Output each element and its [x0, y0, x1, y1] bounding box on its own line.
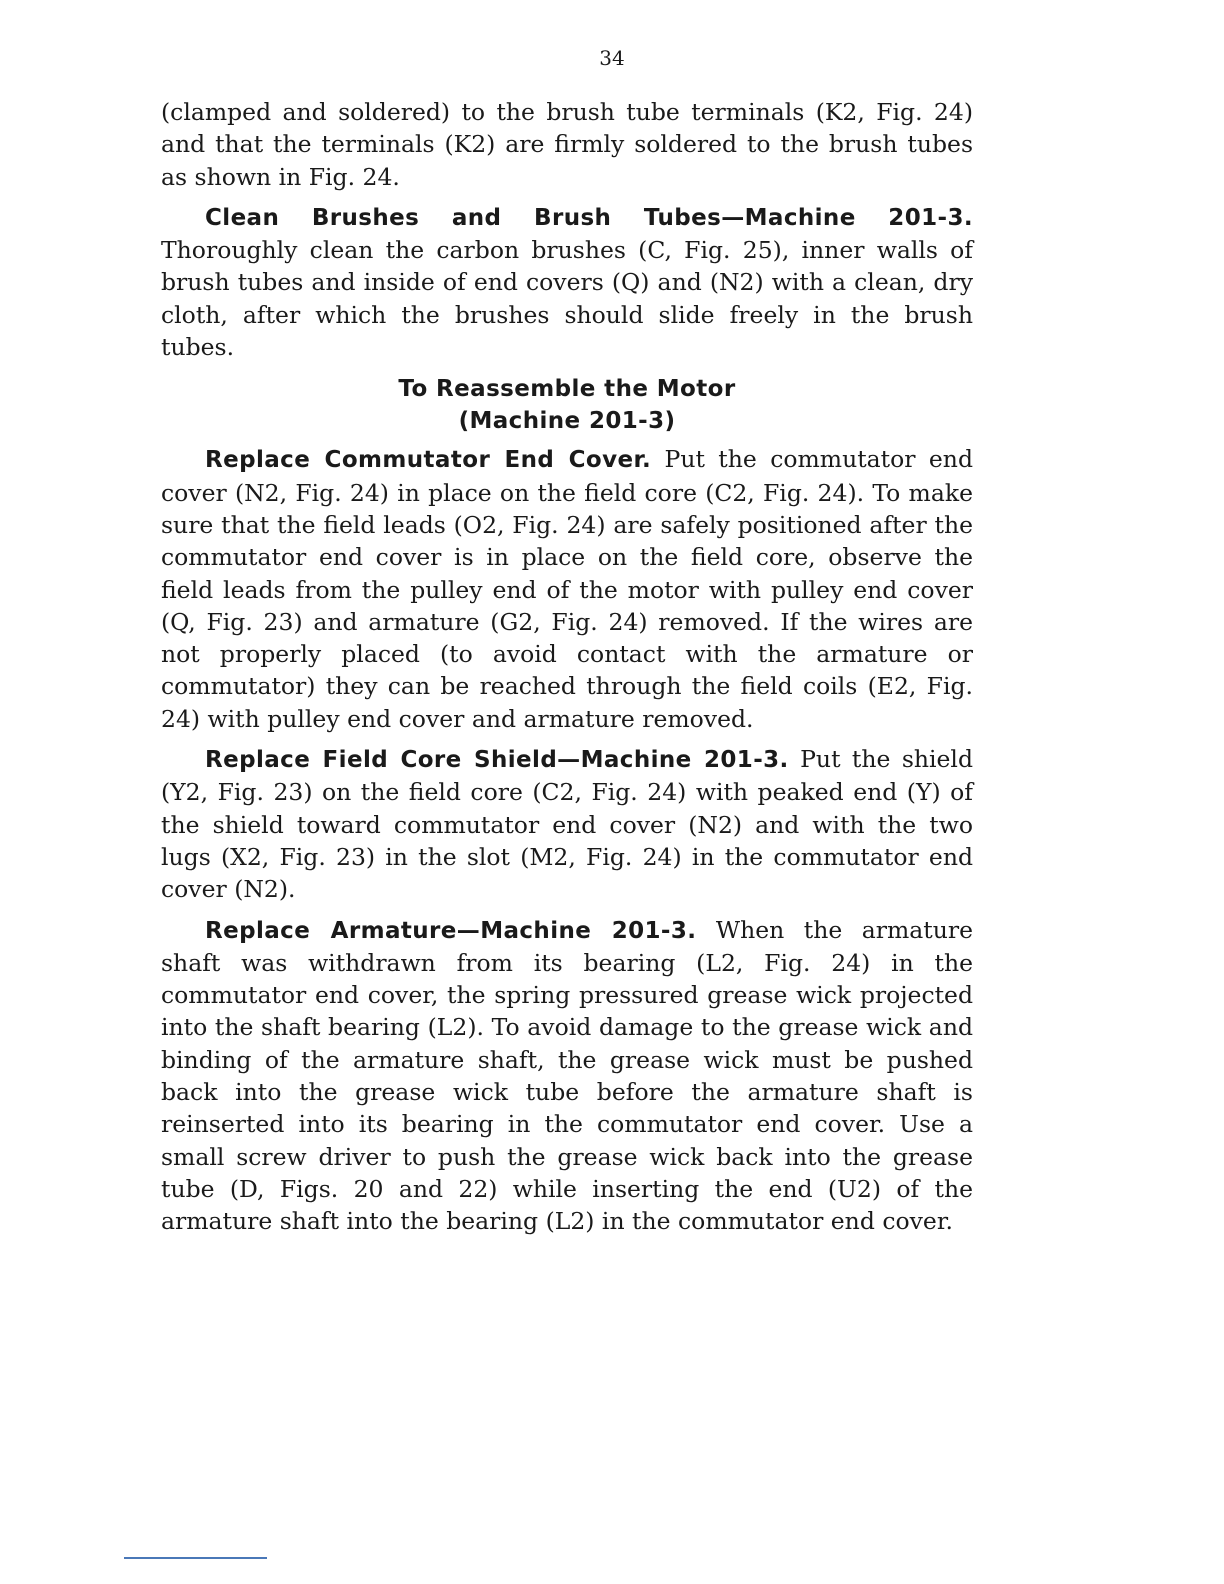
commutator-cover-paragraph	[161, 443, 973, 735]
armature-paragraph	[161, 914, 973, 1238]
section-title: To Reassemble the Motor	[398, 376, 736, 403]
commutator-cover-text: Put the commutator end cover (N2, Fig. 24) in place on the field core (C2, Fig. 24). To make sure that the field leads (O2, Fig. 24) are safely positioned after the commutator end cover is in place on the field core, observe the field leads from the pulley end of the motor with pulley end cover (Q, Fig. 23) and armature (G2, Fig. 24) removed. If the wires are not properly placed (to avoid contact with the armature or commutator) they can be reached through the field coils (E2, Fig. 24) with pulley end cover and armature removed.	[161, 445, 973, 733]
field-core-shield-paragraph	[161, 743, 973, 905]
field-core-shield-heading: Replace Field Core Shield—Machine 201-3.	[205, 747, 789, 774]
section-subtitle: (Machine 201-3)	[458, 408, 676, 435]
page-number: 34	[599, 46, 625, 70]
commutator-cover-heading: Replace Commutator End Cover.	[205, 447, 652, 474]
footnote-rule	[124, 1557, 267, 1559]
section-heading	[161, 373, 973, 437]
clean-brushes-heading: Clean Brushes and Brush Tubes—Machine 201-3.	[205, 204, 973, 231]
armature-text: When the armature shaft was withdrawn from its bearing (L2, Fig. 24) in the commutator end cover, the spring pressured grease wick projected into the shaft bearing (L2). To avoid damage to the grease wick and binding of the armature shaft, the grease wick must be pushed back into the grease wick tube before the armature shaft is reinserted into its bearing in the commutator end cover. Use a small screw driver to push the grease wick back into the grease tube (D, Figs. 20 and 22) while inserting the end (U2) of the armature shaft into the bearing (L2) in the commutator end cover.	[161, 915, 973, 1236]
field-core-shield-text: Put the shield (Y2, Fig. 23) on the field core (C2, Fig. 24) with peaked end (Y) of the shield toward commutator end cover (N2) and with the two lugs (X2, Fig. 23) in the slot (M2, Fig. 24) in the commutator end cover (N2).	[161, 745, 973, 904]
armature-heading: Replace Armature—Machine 201-3.	[205, 917, 697, 944]
intro-continuation-paragraph: (clamped and soldered) to the brush tube terminals (K2, Fig. 24) and that the terminals (K2) are firmly soldered to the brush tubes as shown in Fig. 24.	[161, 98, 973, 191]
clean-brushes-paragraph	[161, 201, 973, 363]
clean-brushes-text: Thoroughly clean the carbon brushes (C, Fig. 25), inner walls of brush tubes and inside of end covers (Q) and (N2) with a clean, dry cloth, after which the brushes should slide freely in the brush tubes.	[161, 236, 973, 362]
page-body	[161, 96, 973, 1246]
